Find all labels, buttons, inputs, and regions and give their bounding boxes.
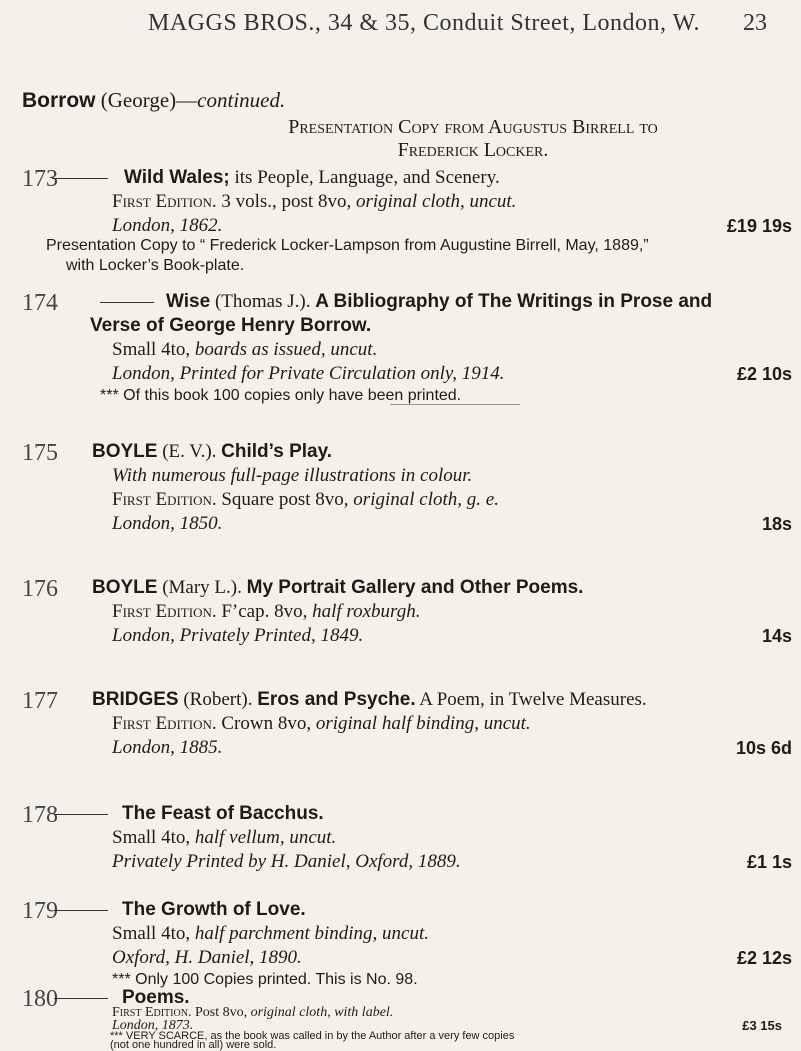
entry-number: 179 [22, 898, 58, 924]
entry-imprint-line [112, 214, 792, 238]
entry-edition: First Edition. [112, 713, 217, 734]
entry-continuation [112, 1006, 782, 1050]
entry-price: 10s 6d [735, 738, 792, 758]
entry-author: BOYLE [92, 441, 158, 462]
entry-title: Eros and Psyche. [257, 689, 416, 710]
entry-note-line-2: with Locker’s Book-plate. [66, 257, 245, 274]
entry-desc: Small 4to, [112, 827, 195, 848]
entry-desc-italic: half roxburgh. [312, 601, 421, 622]
page-number: 23 [743, 10, 767, 36]
entry-subtitle: With numerous full-page illustrations in colour. [112, 465, 473, 486]
presentation-line-1: Presentation Copy from Augustus Birrell to [288, 116, 658, 138]
entry-desc-italic: boards as issued, uncut. [194, 339, 378, 360]
entry-subtitle-line [112, 464, 792, 488]
entry-body [112, 166, 792, 238]
entry-desc-italic: original cloth, g. e. [353, 489, 499, 510]
entry-author: BOYLE [92, 577, 158, 598]
entry-price: £19 19s [726, 216, 792, 236]
entry-desc: Square post 8vo, [221, 489, 354, 510]
entry-body [92, 688, 792, 760]
entry-edition: First Edition. [112, 489, 217, 510]
entry-author: Wise [166, 291, 211, 312]
entry-body [90, 290, 792, 406]
entry-desc-line [112, 712, 792, 736]
entry-note-line-2: (not one hundred in all) were sold. [110, 1039, 277, 1051]
entry-imprint-line [112, 624, 792, 648]
entry-body [92, 440, 792, 536]
header-title: MAGGS BROS., 34 & 35, Conduit Street, London, W. [148, 10, 701, 36]
entry-imprint-line [112, 362, 792, 386]
presentation-line-2: Frederick Locker. [397, 139, 549, 161]
entry-desc-italic: original half binding, uncut. [315, 713, 531, 734]
ditto-dash [100, 302, 154, 303]
entry-imprint: London, 1862. [112, 215, 223, 236]
entry-imprint-line [112, 512, 792, 536]
entry-desc-line [112, 488, 792, 512]
entry-title-line [112, 802, 792, 826]
entry-author-rest: (Mary L.). [157, 577, 247, 598]
entry-number: 175 [22, 440, 58, 466]
entry-desc-line [112, 826, 792, 850]
entry-desc-italic: original cloth, uncut. [355, 191, 517, 212]
entry-desc-italic: original cloth, with label. [250, 1005, 394, 1020]
entry-imprint-line [112, 736, 792, 760]
entry-title: My Portrait Gallery and Other Poems. [246, 577, 584, 598]
ditto-dash [54, 814, 108, 815]
entry-title: The Growth of Love. [122, 899, 306, 920]
entry-note-line-1: *** Only 100 Copies printed. This is No. 98. [112, 971, 418, 988]
entry-price: £2 12s [736, 948, 792, 968]
entry-imprint: London, 1873. [112, 1018, 194, 1033]
entry-number: 173 [22, 166, 58, 192]
entry-desc: Post 8vo, [194, 1005, 251, 1020]
presentation-heading [213, 116, 733, 162]
entry-imprint: London, 1850. [112, 513, 223, 534]
entry-imprint-line [112, 1019, 782, 1032]
entry-body [92, 576, 792, 648]
entry-desc-line [112, 338, 792, 362]
entry-imprint: Privately Printed by H. Daniel, Oxford, 1889. [112, 851, 461, 872]
entry-desc-italic: half parchment binding, uncut. [194, 923, 430, 944]
entry-imprint-line [112, 946, 792, 970]
entry-body [112, 898, 792, 990]
section-author-rest: (George)— [100, 88, 198, 112]
entry-number: 176 [22, 576, 58, 602]
entry-desc: Small 4to, [112, 923, 195, 944]
entry-price: 14s [761, 626, 792, 646]
entry-title-2: Verse of George Henry Borrow. [90, 315, 372, 336]
entry-title: Poems. [122, 987, 190, 1008]
section-author-name: Borrow [22, 89, 96, 112]
entry-title: Wild Wales; [124, 167, 230, 188]
entry-note-line-1: Presentation Copy to “ Frederick Locker-Lampson from Augustine Birrell, May, 1889,” [46, 237, 649, 254]
entry-desc-italic: half vellum, uncut. [194, 827, 337, 848]
entry-imprint: Oxford, H. Daniel, 1890. [112, 947, 302, 968]
entry-imprint-line [112, 850, 792, 874]
entry-title-line [92, 440, 792, 464]
entry-desc: Small 4to, [112, 339, 195, 360]
section-author-line [22, 88, 285, 113]
entry-title-rest: its People, Language, and Scenery. [229, 167, 500, 188]
entry-imprint: London, 1885. [112, 737, 223, 758]
entry-desc-line [112, 600, 792, 624]
entry-note-line-1: *** Of this book 100 copies only have been printed. [100, 387, 462, 404]
entry-title: A Bibliography of The Writings in Prose and [315, 291, 713, 312]
entry-price: £1 1s [746, 852, 792, 872]
entry-number: 177 [22, 688, 58, 714]
ditto-dash [54, 998, 108, 999]
ditto-dash [54, 910, 108, 911]
separator-rule [390, 404, 520, 405]
entry-title-line-2 [90, 314, 792, 338]
entry-number: 180 [22, 986, 58, 1012]
entry-title: The Feast of Bacchus. [122, 803, 324, 824]
entry-number: 178 [22, 802, 58, 828]
entry-imprint: London, Printed for Private Circulation only, 1914. [112, 363, 505, 384]
entry-price: 18s [761, 514, 792, 534]
entry-body [112, 802, 792, 874]
entry-edition: First Edition. [112, 601, 217, 622]
entry-desc-line [112, 922, 792, 946]
entry-desc: Crown 8vo, [221, 713, 316, 734]
entry-title-line [92, 576, 792, 600]
entry-author-rest: (E. V.). [157, 441, 222, 462]
entry-desc-line [112, 190, 792, 214]
entry-title-line [112, 166, 792, 190]
entry-desc: 3 vols., post 8vo, [221, 191, 356, 212]
entry-edition: First Edition. [112, 191, 217, 212]
entry-title-line [112, 898, 792, 922]
section-continued: continued. [197, 88, 286, 112]
page-header [0, 10, 801, 50]
ditto-dash [52, 178, 108, 179]
entry-author: BRIDGES [92, 689, 179, 710]
entry-edition: First Edition. [112, 1005, 192, 1020]
entry-title: Child’s Play. [221, 441, 333, 462]
entry-title-line [92, 688, 792, 712]
entry-number: 174 [22, 290, 58, 316]
entry-author-rest: (Robert). [178, 689, 258, 710]
entry-note-line-1: *** VERY SCARCE, as the book was called in by the Author after a very few copies [110, 1030, 515, 1042]
entry-title-line [100, 290, 792, 314]
entry-note [46, 236, 786, 276]
entry-price: £2 10s [736, 364, 792, 384]
entry-imprint: London, Privately Printed, 1849. [112, 625, 364, 646]
entry-author-rest: (Thomas J.). [210, 291, 316, 312]
entry-price: £3 15s [742, 1018, 782, 1033]
entry-title-rest: A Poem, in Twelve Measures. [415, 689, 647, 710]
entry-desc-line [112, 1006, 782, 1019]
entry-desc: F’cap. 8vo, [221, 601, 313, 622]
